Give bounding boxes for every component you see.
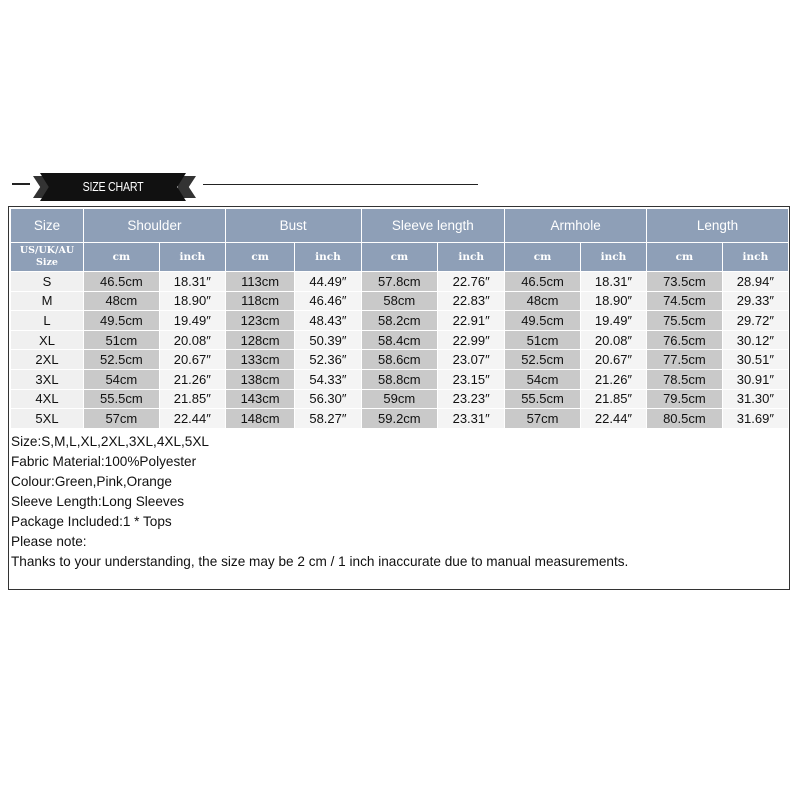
cm-value-cell: 118cm [225, 291, 294, 311]
table-row [11, 409, 789, 429]
armhole-header: Armhole [505, 209, 647, 243]
cm-value-cell: 76.5cm [647, 330, 723, 350]
cm-value-cell: 128cm [225, 330, 294, 350]
table-unit-row [11, 243, 789, 272]
inch-value-cell: 50.39″ [295, 330, 361, 350]
size-chart-box [8, 206, 790, 590]
unit-cm: cm [647, 243, 723, 272]
inch-value-cell: 19.49″ [159, 311, 225, 331]
cm-value-cell: 46.5cm [84, 272, 160, 292]
size-cell: S [11, 272, 84, 292]
cm-value-cell: 58.6cm [361, 350, 438, 370]
table-row [11, 350, 789, 370]
unit-inch: inch [159, 243, 225, 272]
banner-divider-left [12, 183, 30, 185]
cm-value-cell: 46.5cm [505, 272, 581, 292]
cm-value-cell: 148cm [225, 409, 294, 429]
shoulder-header: Shoulder [84, 209, 226, 243]
cm-value-cell: 77.5cm [647, 350, 723, 370]
inch-value-cell: 22.91″ [438, 311, 505, 331]
inch-value-cell: 18.31″ [580, 272, 646, 292]
banner-divider-right [203, 184, 478, 185]
table-row [11, 291, 789, 311]
cm-value-cell: 80.5cm [647, 409, 723, 429]
inch-value-cell: 21.26″ [580, 369, 646, 389]
banner-title: SIZE CHART [82, 179, 144, 194]
cm-value-cell: 52.5cm [505, 350, 581, 370]
cm-value-cell: 74.5cm [647, 291, 723, 311]
size-cell: XL [11, 330, 84, 350]
cm-value-cell: 57cm [84, 409, 160, 429]
inch-value-cell: 23.31″ [438, 409, 505, 429]
inch-value-cell: 21.26″ [159, 369, 225, 389]
product-notes [11, 432, 781, 572]
note-line: Package Included:1 * Tops [11, 514, 172, 529]
unit-cm: cm [84, 243, 160, 272]
inch-value-cell: 28.94″ [722, 272, 788, 292]
inch-value-cell: 22.76″ [438, 272, 505, 292]
size-table [10, 208, 789, 429]
cm-value-cell: 54cm [505, 369, 581, 389]
inch-value-cell: 54.33″ [295, 369, 361, 389]
table-row [11, 272, 789, 292]
inch-value-cell: 22.44″ [159, 409, 225, 429]
cm-value-cell: 58.4cm [361, 330, 438, 350]
note-line: Colour:Green,Pink,Orange [11, 474, 172, 489]
inch-value-cell: 18.90″ [580, 291, 646, 311]
cm-value-cell: 52.5cm [84, 350, 160, 370]
table-row [11, 369, 789, 389]
inch-value-cell: 31.69″ [722, 409, 788, 429]
inch-value-cell: 23.23″ [438, 389, 505, 409]
unit-cm: cm [361, 243, 438, 272]
cm-value-cell: 54cm [84, 369, 160, 389]
table-row [11, 330, 789, 350]
unit-inch: inch [295, 243, 361, 272]
cm-value-cell: 58.8cm [361, 369, 438, 389]
cm-value-cell: 55.5cm [84, 389, 160, 409]
cm-value-cell: 49.5cm [505, 311, 581, 331]
note-line: Sleeve Length:Long Sleeves [11, 494, 185, 509]
cm-value-cell: 48cm [84, 291, 160, 311]
size-cell: M [11, 291, 84, 311]
note-line: Please note: [11, 534, 87, 549]
cm-value-cell: 59.2cm [361, 409, 438, 429]
cm-value-cell: 51cm [84, 330, 160, 350]
cm-value-cell: 58.2cm [361, 311, 438, 331]
cm-value-cell: 57.8cm [361, 272, 438, 292]
cm-value-cell: 79.5cm [647, 389, 723, 409]
inch-value-cell: 46.46″ [295, 291, 361, 311]
cm-value-cell: 58cm [361, 291, 438, 311]
inch-value-cell: 30.12″ [722, 330, 788, 350]
size-cell: L [11, 311, 84, 331]
size-chart-banner [0, 160, 800, 205]
inch-value-cell: 20.08″ [580, 330, 646, 350]
inch-value-cell: 29.72″ [722, 311, 788, 331]
size-region-header: US/UK/AU Size [11, 243, 84, 272]
cm-value-cell: 143cm [225, 389, 294, 409]
bust-header: Bust [225, 209, 361, 243]
inch-value-cell: 44.49″ [295, 272, 361, 292]
inch-value-cell: 29.33″ [722, 291, 788, 311]
size-column-header: Size [11, 209, 84, 243]
inch-value-cell: 18.31″ [159, 272, 225, 292]
note-line: Thanks to your understanding, the size may be 2 cm / 1 inch inaccurate due to manual measurements. [11, 554, 629, 569]
cm-value-cell: 138cm [225, 369, 294, 389]
inch-value-cell: 23.07″ [438, 350, 505, 370]
cm-value-cell: 51cm [505, 330, 581, 350]
inch-value-cell: 30.91″ [722, 369, 788, 389]
cm-value-cell: 48cm [505, 291, 581, 311]
inch-value-cell: 19.49″ [580, 311, 646, 331]
unit-inch: inch [722, 243, 788, 272]
size-cell: 2XL [11, 350, 84, 370]
inch-value-cell: 23.15″ [438, 369, 505, 389]
cm-value-cell: 73.5cm [647, 272, 723, 292]
inch-value-cell: 48.43″ [295, 311, 361, 331]
inch-value-cell: 20.67″ [580, 350, 646, 370]
cm-value-cell: 49.5cm [84, 311, 160, 331]
inch-value-cell: 21.85″ [159, 389, 225, 409]
sleeve-length-header: Sleeve length [361, 209, 505, 243]
cm-value-cell: 78.5cm [647, 369, 723, 389]
table-row [11, 311, 789, 331]
unit-cm: cm [225, 243, 294, 272]
inch-value-cell: 20.08″ [159, 330, 225, 350]
inch-value-cell: 58.27″ [295, 409, 361, 429]
size-cell: 4XL [11, 389, 84, 409]
inch-value-cell: 22.99″ [438, 330, 505, 350]
unit-inch: inch [580, 243, 646, 272]
cm-value-cell: 57cm [505, 409, 581, 429]
cm-value-cell: 59cm [361, 389, 438, 409]
note-line: Fabric Material:100%Polyester [11, 454, 197, 469]
inch-value-cell: 52.36″ [295, 350, 361, 370]
inch-value-cell: 22.44″ [580, 409, 646, 429]
inch-value-cell: 22.83″ [438, 291, 505, 311]
cm-value-cell: 123cm [225, 311, 294, 331]
length-header: Length [647, 209, 789, 243]
note-line: Size:S,M,L,XL,2XL,3XL,4XL,5XL [11, 434, 209, 449]
inch-value-cell: 30.51″ [722, 350, 788, 370]
inch-value-cell: 56.30″ [295, 389, 361, 409]
size-cell: 3XL [11, 369, 84, 389]
cm-value-cell: 133cm [225, 350, 294, 370]
table-body [11, 272, 789, 429]
unit-cm: cm [505, 243, 581, 272]
size-cell: 5XL [11, 409, 84, 429]
cm-value-cell: 55.5cm [505, 389, 581, 409]
table-row [11, 389, 789, 409]
inch-value-cell: 18.90″ [159, 291, 225, 311]
cm-value-cell: 113cm [225, 272, 294, 292]
inch-value-cell: 21.85″ [580, 389, 646, 409]
unit-inch: inch [438, 243, 505, 272]
cm-value-cell: 75.5cm [647, 311, 723, 331]
inch-value-cell: 31.30″ [722, 389, 788, 409]
inch-value-cell: 20.67″ [159, 350, 225, 370]
table-header-row [11, 209, 789, 243]
